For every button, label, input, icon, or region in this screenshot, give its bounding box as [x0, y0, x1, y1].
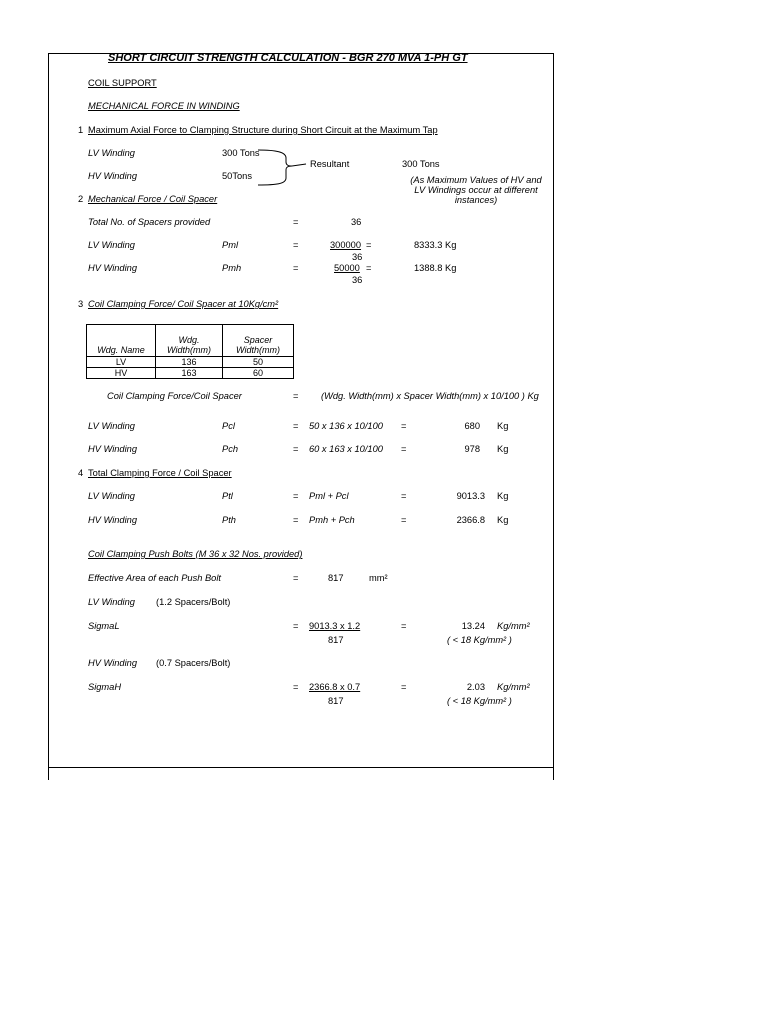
s2-hv-symbol: Pmh: [222, 263, 242, 273]
mech-force-heading: MECHANICAL FORCE IN WINDING: [88, 101, 240, 111]
clamping-formula-label: Coil Clamping Force/Coil Spacer: [107, 391, 242, 401]
s4-hv-equals: =: [293, 515, 299, 525]
sigmah-equals: =: [293, 682, 299, 692]
s2-hv-denominator: 36: [352, 275, 363, 285]
s4-hv-unit: Kg: [497, 515, 509, 525]
bolts-lv-spacers: (1.2 Spacers/Bolt): [156, 597, 231, 607]
s3-lv-equals: =: [293, 421, 299, 431]
sigmah-equals-2: =: [401, 682, 407, 692]
section-1-heading: Maximum Axial Force to Clamping Structure during Short Circuit at the Maximum Tap: [88, 125, 438, 135]
section-2-number: 2: [78, 194, 84, 204]
s3-hv-equals: =: [293, 444, 299, 454]
s1-lv-label: LV Winding: [88, 148, 135, 158]
resultant-note-line-2: LV Windings occur at different: [414, 185, 538, 195]
s3-lv-unit: Kg: [497, 421, 509, 431]
section-3-number: 3: [78, 299, 84, 309]
table-header-cell: Wdg. Name: [87, 325, 156, 357]
s2-lv-numerator: 300000: [330, 240, 362, 250]
s3-hv-symbol: Pch: [222, 444, 239, 454]
s1-lv-value: 300 Tons: [222, 148, 260, 158]
table-header-cell: [156, 325, 223, 357]
s3-lv-equals-2: =: [401, 421, 407, 431]
s4-lv-equals-2: =: [401, 491, 407, 501]
s3-hv-value: 978: [464, 444, 480, 454]
table-cell: 60: [223, 368, 294, 379]
coil-support-heading: COIL SUPPORT: [88, 78, 157, 88]
clamping-formula: (Wdg. Width(mm) x Spacer Width(mm) x 10/100 ) Kg: [321, 391, 539, 401]
table-cell: 163: [156, 368, 223, 379]
s2-hv-equals-2: =: [366, 263, 372, 273]
sigmal-limit: ( < 18 Kg/mm² ): [447, 635, 512, 645]
winding-spacer-table: [86, 324, 294, 379]
section-4-heading: Total Clamping Force / Coil Spacer: [88, 468, 232, 478]
s3-lv-expression: 50 x 136 x 10/100: [309, 421, 383, 431]
s2-hv-equals: =: [293, 263, 299, 273]
s2-hv-label: HV Winding: [88, 263, 138, 273]
table-header-text: Spacer Width(mm): [236, 335, 280, 355]
sigmal-equals: =: [293, 621, 299, 631]
page-frame-bottom-rule: [48, 767, 553, 768]
resultant-label: Resultant: [310, 159, 350, 169]
resultant-note-line-1: (As Maximum Values of HV and: [410, 175, 542, 185]
s2-hv-result: 1388.8 Kg: [414, 263, 457, 273]
s2-lv-equals: =: [293, 240, 299, 250]
section-2-heading: Mechanical Force / Coil Spacer: [88, 194, 218, 204]
bolt-area-unit: mm²: [369, 573, 388, 583]
table-cell: 136: [156, 357, 223, 368]
clamping-formula-equals: =: [293, 391, 299, 401]
s4-hv-symbol: Pth: [222, 515, 236, 525]
s4-hv-equals-2: =: [401, 515, 407, 525]
section-3-heading: Coil Clamping Force/ Coil Spacer at 10Kg/cm²: [88, 299, 279, 309]
sigmah-limit: ( < 18 Kg/mm² ): [447, 696, 512, 706]
s4-hv-label: HV Winding: [88, 515, 138, 525]
bolts-hv-label: HV Winding: [88, 658, 138, 668]
section-1-number: 1: [78, 125, 84, 135]
s2-lv-denominator: 36: [352, 252, 363, 262]
s4-lv-label: LV Winding: [88, 491, 135, 501]
table-header-text: Wdg. Width(mm): [167, 335, 211, 355]
resultant-value: 300 Tons: [402, 159, 440, 169]
s4-lv-equals: =: [293, 491, 299, 501]
table-cell: LV: [87, 357, 156, 368]
section-4-number: 4: [78, 468, 84, 478]
table-header-cell: [223, 325, 294, 357]
s2-lv-symbol: Pml: [222, 240, 239, 250]
push-bolts-heading: Coil Clamping Push Bolts (M 36 x 32 Nos. provided): [88, 549, 303, 559]
s2-lv-result: 8333.3 Kg: [414, 240, 457, 250]
bolts-lv-label: LV Winding: [88, 597, 135, 607]
spacers-equals: =: [293, 217, 299, 227]
s3-hv-unit: Kg: [497, 444, 509, 454]
s4-lv-value: 9013.3: [456, 491, 485, 501]
s2-lv-label: LV Winding: [88, 240, 135, 250]
s2-lv-equals-2: =: [366, 240, 372, 250]
s3-hv-expression: 60 x 163 x 10/100: [309, 444, 383, 454]
spacers-value: 36: [351, 217, 362, 227]
s1-hv-value: 50Tons: [222, 171, 252, 181]
sigmal-numerator: 9013.3 x 1.2: [309, 621, 361, 631]
bolts-hv-spacers: (0.7 Spacers/Bolt): [156, 658, 231, 668]
table-cell: HV: [87, 368, 156, 379]
s3-lv-label: LV Winding: [88, 421, 135, 431]
table-row: [87, 368, 294, 379]
table-row: [87, 357, 294, 368]
bolt-area-equals: =: [293, 573, 299, 583]
s3-lv-value: 680: [464, 421, 480, 431]
resultant-brace: [258, 148, 310, 188]
sigmah-label: SigmaH: [88, 682, 122, 692]
s3-hv-label: HV Winding: [88, 444, 138, 454]
sigmah-value: 2.03: [466, 682, 485, 692]
bolt-area-label: Effective Area of each Push Bolt: [88, 573, 221, 583]
page-title: SHORT CIRCUIT STRENGTH CALCULATION - BGR 270 MVA 1-PH GT: [108, 52, 468, 64]
bolt-area-value: 817: [328, 573, 344, 583]
resultant-note-line-3: instances): [454, 195, 498, 205]
sigmal-denominator: 817: [328, 635, 344, 645]
s3-lv-symbol: Pcl: [222, 421, 235, 431]
s4-lv-unit: Kg: [497, 491, 509, 501]
sigmal-equals-2: =: [401, 621, 407, 631]
s2-hv-numerator: 50000: [334, 263, 360, 273]
sigmal-label: SigmaL: [88, 621, 120, 631]
sigmah-denominator: 817: [328, 696, 344, 706]
sigmah-unit: Kg/mm²: [497, 682, 530, 692]
sigmal-unit: Kg/mm²: [497, 621, 530, 631]
table-cell: 50: [223, 357, 294, 368]
s4-hv-value: 2366.8: [456, 515, 485, 525]
s4-lv-expression: Pml + Pcl: [309, 491, 349, 501]
s4-lv-symbol: Ptl: [222, 491, 233, 501]
s3-hv-equals-2: =: [401, 444, 407, 454]
s1-hv-label: HV Winding: [88, 171, 138, 181]
table-header-row: [87, 325, 294, 357]
sigmah-numerator: 2366.8 x 0.7: [309, 682, 361, 692]
sigmal-value: 13.24: [461, 621, 485, 631]
s4-hv-expression: Pmh + Pch: [309, 515, 355, 525]
spacers-label: Total No. of Spacers provided: [88, 217, 211, 227]
